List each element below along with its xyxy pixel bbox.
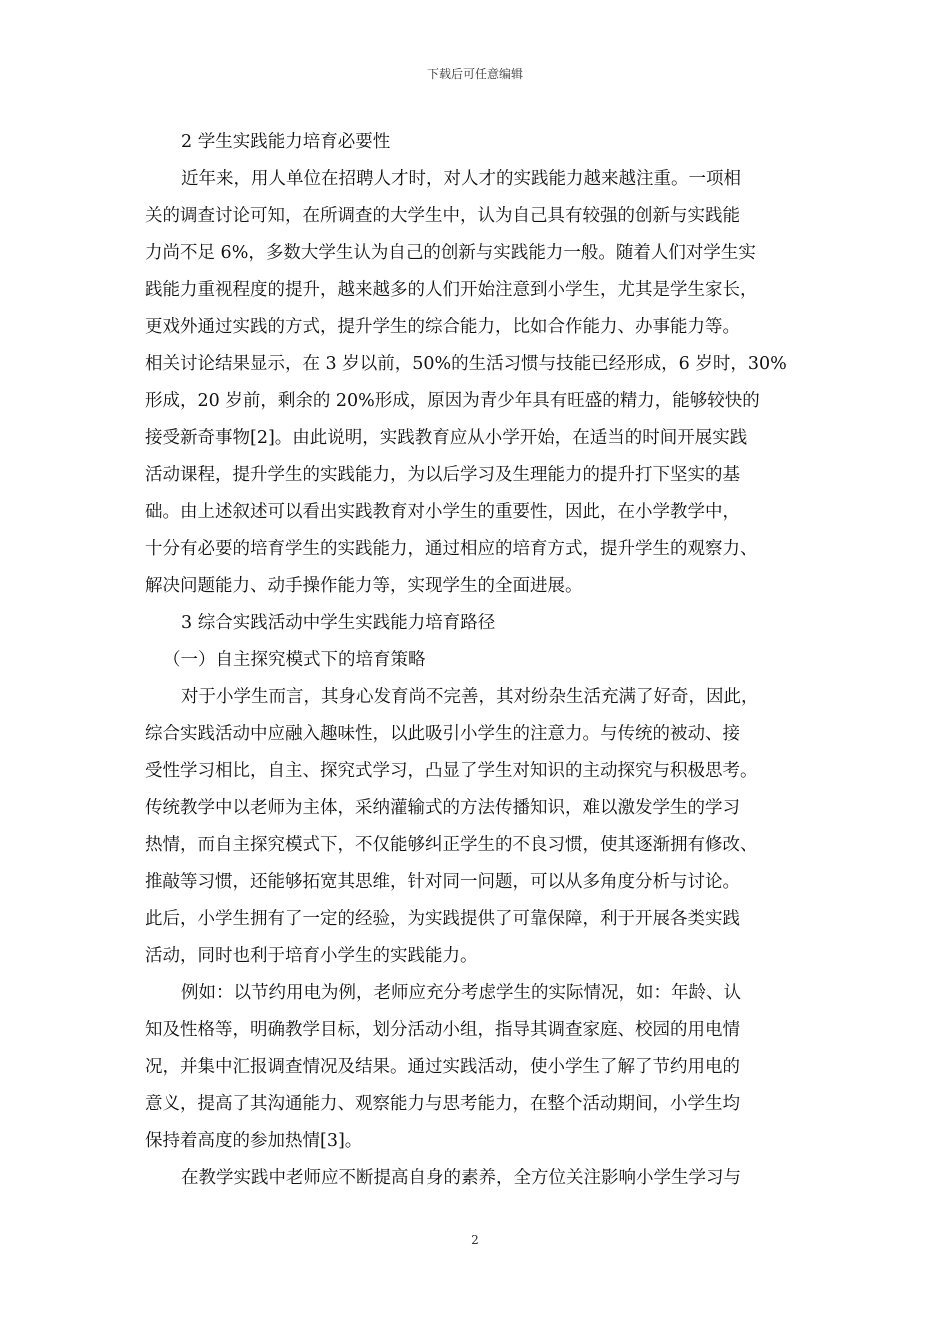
text-line: 对于小学生而言，其身心发育尚不完善，其对纷杂生活充满了好奇，因此， (181, 687, 759, 707)
text-line: 此后，小学生拥有了一定的经验，为实践提供了可靠保障，利于开展各类实践 (145, 909, 740, 929)
text-line: 力尚不足 6%，多数大学生认为自己的创新与实践能力一般。随着人们对学生实 (145, 243, 756, 263)
text-line: 况，并集中汇报调查情况及结果。通过实践活动，使小学生了解了节约用电的 (145, 1057, 740, 1077)
text-line: 3 综合实践活动中学生实践能力培育路径 (181, 613, 496, 633)
text-line: 关的调查讨论可知，在所调查的大学生中，认为自己具有较强的创新与实践能 (145, 206, 740, 226)
text-line: 例如：以节约用电为例，老师应充分考虑学生的实际情况，如：年龄、认 (181, 983, 741, 1003)
text-line: 传统教学中以老师为主体，采纳灌输式的方法传播知识，难以激发学生的学习 (145, 798, 740, 818)
document-body (145, 124, 809, 1197)
text-line: 推敲等习惯，还能够拓宽其思维，针对同一问题，可以从多角度分析与讨论。 (145, 872, 740, 892)
text-line: 意义，提高了其沟通能力、观察能力与思考能力，在整个活动期间，小学生均 (145, 1094, 740, 1114)
text-line: 2 学生实践能力培育必要性 (181, 132, 391, 152)
page-number: 2 (471, 1233, 479, 1247)
text-line: 解决问题能力、动手操作能力等，实现学生的全面进展。 (145, 576, 583, 596)
text-line: 相关讨论结果显示，在 3 岁以前，50%的生活习惯与技能已经形成，6 岁时，30% (145, 354, 787, 374)
page-header: 下载后可任意编辑 (426, 67, 523, 81)
text-line: 近年来，用人单位在招聘人才时，对人才的实践能力越来越注重。一项相 (181, 169, 741, 189)
text-line: 热情，而自主探究模式下，不仅能够纠正学生的不良习惯，使其逐渐拥有修改、 (145, 835, 758, 855)
text-line: 形成，20 岁前，剩余的 20%形成，原因为青少年具有旺盛的精力，能够较快的 (145, 391, 760, 411)
text-line: （一）自主探究模式下的培育策略 (163, 650, 426, 670)
text-line: 更戏外通过实践的方式，提升学生的综合能力，比如合作能力、办事能力等。 (145, 317, 740, 337)
text-line: 活动课程，提升学生的实践能力，为以后学习及生理能力的提升打下坚实的基 (145, 465, 740, 485)
text-line: 综合实践活动中应融入趣味性，以此吸引小学生的注意力。与传统的被动、接 (145, 724, 740, 744)
text-line: 在教学实践中老师应不断提高自身的素养，全方位关注影响小学生学习与 (181, 1168, 741, 1188)
text-line: 活动，同时也利于培育小学生的实践能力。 (145, 946, 478, 966)
text-line: 知及性格等，明确教学目标，划分活动小组，指导其调查家庭、校园的用电情 (145, 1020, 740, 1040)
text-line: 保持着高度的参加热情[3]。 (145, 1131, 363, 1151)
text-line: 接受新奇事物[2]。由此说明，实践教育应从小学开始，在适当的时间开展实践 (145, 428, 748, 448)
text-line: 践能力重视程度的提升，越来越多的人们开始注意到小学生，尤其是学生家长， (145, 280, 758, 300)
text-line: 础。由上述叙述可以看出实践教育对小学生的重要性，因此，在小学教学中， (145, 502, 740, 522)
text-line: 受性学习相比，自主、探究式学习，凸显了学生对知识的主动探究与积极思考。 (145, 761, 758, 781)
text-line: 十分有必要的培育学生的实践能力，通过相应的培育方式，提升学生的观察力、 (145, 539, 758, 559)
